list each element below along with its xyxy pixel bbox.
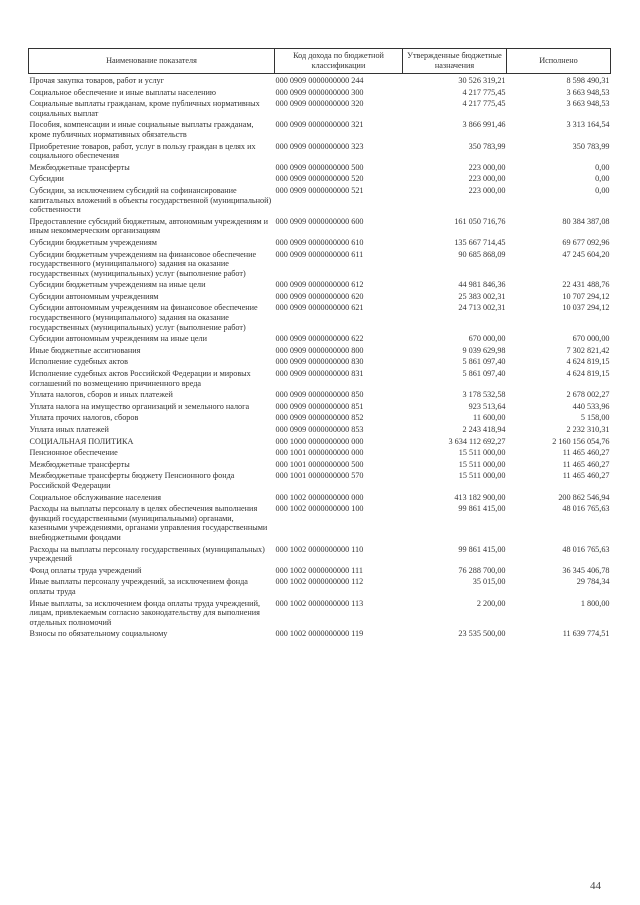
row-code: 000 1002 0000000000 113	[275, 598, 364, 608]
row-approved: 5 861 097,40	[462, 357, 506, 367]
table-row	[29, 140, 611, 161]
row-name: Субсидии, за исключением субсидий на софинансирование капитальных вложений в объекты государственной (муниципальной) собственности	[29, 185, 272, 215]
table-row	[29, 161, 611, 173]
row-approved: 25 383 002,31	[458, 291, 506, 301]
row-code: 000 0909 0000000000 321	[275, 120, 364, 130]
table-body	[29, 74, 611, 639]
row-executed: 10 037 294,12	[562, 303, 610, 313]
row-executed: 670 000,00	[572, 334, 610, 344]
row-approved: 15 511 000,00	[458, 448, 506, 458]
row-name: Субсидии бюджетным учреждениям на финансовое обеспечение государственного (муниципального) задания на оказание государственных (муниципальных) услуг (выполнение работ)	[29, 249, 257, 278]
row-executed: 2 678 002,27	[566, 390, 610, 400]
row-name: Исполнение судебных актов	[29, 357, 128, 367]
table-row	[29, 290, 611, 302]
row-executed: 0,00	[595, 162, 610, 172]
row-executed: 0,00	[595, 174, 610, 184]
row-approved: 2 243 418,94	[462, 425, 506, 434]
row-code: 000 0909 0000000000 621	[275, 303, 364, 313]
row-code: 000 0909 0000000000 244	[275, 76, 364, 85]
row-name: Субсидии бюджетным учреждениям	[29, 237, 157, 247]
row-executed: 4 624 819,15	[566, 369, 610, 379]
table-row	[29, 355, 611, 367]
table-row	[29, 435, 611, 447]
row-name: Уплата иных платежей	[29, 425, 109, 434]
row-code: 000 0909 0000000000 320	[275, 99, 364, 109]
row-code: 000 1002 0000000000 112	[275, 577, 364, 587]
row-code: 000 1002 0000000000 119	[275, 629, 364, 639]
header-code: Код дохода по бюджетной классификации	[275, 49, 403, 74]
row-executed: 2 232 310,31	[566, 425, 610, 434]
row-name: Взносы по обязательному социальному	[29, 629, 168, 639]
row-code: 000 0909 0000000000 500	[275, 162, 364, 172]
row-code: 000 0909 0000000000 520	[275, 174, 364, 184]
row-name: Социальные выплаты гражданам, кроме публичных нормативных социальных выплат	[29, 99, 260, 118]
row-name: Пенсионное обеспечение	[29, 448, 118, 458]
row-approved: 2 200,00	[476, 598, 506, 608]
row-code: 000 0909 0000000000 830	[275, 357, 364, 367]
row-executed: 7 302 821,42	[566, 345, 610, 355]
row-executed: 3 313 164,54	[566, 120, 610, 130]
row-name: Прочая закупка товаров, работ и услуг	[29, 76, 164, 85]
row-approved: 23 535 500,00	[458, 629, 506, 639]
row-code: 000 0909 0000000000 323	[275, 141, 364, 151]
row-executed: 4 624 819,15	[566, 357, 610, 367]
table-row	[29, 236, 611, 248]
row-name: Уплата налогов, сборов и иных платежей	[29, 390, 173, 400]
row-executed: 0,00	[595, 185, 610, 195]
table-row	[29, 74, 611, 86]
row-name: Приобретение товаров, работ, услуг в пользу граждан в целях их социального обеспечения	[29, 141, 256, 161]
row-approved: 99 861 415,00	[458, 504, 506, 514]
row-executed: 48 016 765,63	[562, 544, 610, 554]
row-approved: 11 600,00	[473, 413, 506, 423]
row-name: Субсидии автономным учреждениям на финансовое обеспечение государственного (муниципального) задания на оказание государственных (муниципальных) услуг (выполнение работ)	[29, 303, 258, 332]
table-row	[29, 400, 611, 412]
row-executed: 8 598 490,31	[566, 76, 610, 85]
row-approved: 4 217 775,45	[462, 99, 506, 109]
table-row	[29, 411, 611, 423]
row-code: 000 0909 0000000000 852	[275, 413, 364, 423]
row-name: Межбюджетные трансферты	[29, 459, 130, 469]
table-row	[29, 248, 611, 279]
row-approved: 5 861 097,40	[462, 369, 506, 379]
table-row	[29, 423, 611, 435]
table-row	[29, 367, 611, 388]
row-code: 000 1001 0000000000 570	[275, 471, 364, 481]
table-row	[29, 215, 611, 236]
row-code: 000 0909 0000000000 611	[275, 249, 364, 259]
table-row	[29, 278, 611, 290]
row-name: Субсидии бюджетным учреждениям на иные цели	[29, 280, 206, 290]
table-row	[29, 469, 611, 490]
page-number: 44	[590, 880, 601, 892]
table-row	[29, 184, 611, 215]
row-code: 000 0909 0000000000 853	[275, 425, 364, 434]
row-executed: 22 431 488,76	[562, 280, 610, 290]
row-name: СОЦИАЛЬНАЯ ПОЛИТИКА	[29, 436, 134, 446]
row-executed: 3 663 948,53	[566, 99, 610, 109]
table-row	[29, 301, 611, 332]
row-executed: 69 677 092,96	[562, 237, 610, 247]
table-row	[29, 597, 611, 628]
row-code: 000 1001 0000000000 000	[275, 448, 364, 458]
row-name: Иные бюджетные ассигнования	[29, 345, 141, 355]
row-executed: 440 533,96	[572, 401, 610, 411]
row-executed: 1 800,00	[580, 598, 610, 608]
table-row	[29, 388, 611, 400]
row-approved: 413 182 900,00	[454, 492, 506, 502]
table-row	[29, 332, 611, 344]
row-name: Расходы на выплаты персоналу в целях обеспечения выполнения функций государственными (муниципальными) органами, казенными учреждениями, органами управления государственными внебюджетными фондами	[29, 504, 268, 542]
row-name: Фонд оплаты труда учреждений	[29, 565, 142, 575]
row-approved: 44 981 846,36	[458, 280, 506, 290]
table-row	[29, 344, 611, 356]
table-row	[29, 575, 611, 596]
row-approved: 161 050 716,76	[454, 216, 506, 226]
row-executed: 350 783,99	[572, 141, 610, 151]
table-row	[29, 564, 611, 576]
row-executed: 11 465 460,27	[562, 459, 610, 469]
row-approved: 99 861 415,00	[458, 544, 506, 554]
row-name: Предоставление субсидий бюджетным, автономным учреждениям и иным некоммерческим организациям	[29, 216, 268, 236]
row-code: 000 0909 0000000000 620	[275, 291, 364, 301]
table-row	[29, 97, 611, 118]
row-name: Уплата налога на имущество организаций и земельного налога	[29, 401, 250, 411]
row-approved: 223 000,00	[468, 162, 506, 172]
row-approved: 30 526 319,21	[458, 76, 506, 85]
row-approved: 24 713 002,31	[458, 303, 506, 313]
row-code: 000 0909 0000000000 600	[275, 216, 364, 226]
row-approved: 15 511 000,00	[458, 459, 506, 469]
header-name: Наименование показателя	[29, 49, 275, 74]
row-code: 000 1002 0000000000 000	[275, 492, 364, 502]
row-executed: 3 663 948,53	[566, 87, 610, 97]
row-approved: 90 685 868,09	[458, 249, 506, 259]
header-executed: Исполнено	[507, 49, 611, 74]
row-executed: 80 384 387,08	[562, 216, 610, 226]
row-code: 000 0909 0000000000 800	[275, 345, 364, 355]
table-header	[29, 49, 611, 74]
table-row	[29, 86, 611, 98]
row-name: Пособия, компенсации и иные социальные выплаты гражданам, кроме публичных нормативных обязательств	[29, 120, 254, 139]
row-name: Иные выплаты, за исключением фонда оплаты труда учреждений, лицам, привлекаемым согласно законодательству для выполнения отдельных полномочий	[29, 598, 260, 627]
row-executed: 47 245 604,20	[562, 249, 610, 259]
row-code: 000 0909 0000000000 622	[275, 334, 364, 344]
row-name: Социальное обслуживание населения	[29, 492, 162, 502]
row-approved: 350 783,99	[468, 141, 506, 151]
row-code: 000 1000 0000000000 000	[275, 436, 364, 446]
row-name: Субсидии автономным учреждениям на иные цели	[29, 334, 208, 344]
table-row	[29, 446, 611, 458]
row-approved: 76 288 700,00	[458, 565, 506, 575]
row-executed: 48 016 765,63	[562, 504, 610, 514]
row-approved: 3 866 991,46	[462, 120, 506, 130]
row-approved: 3 634 112 692,27	[448, 436, 506, 446]
row-approved: 4 217 775,45	[462, 87, 506, 97]
row-executed: 11 639 774,51	[562, 629, 610, 639]
row-name: Субсидии	[29, 174, 64, 184]
row-approved: 135 667 714,45	[454, 237, 506, 247]
row-code: 000 0909 0000000000 850	[275, 390, 364, 400]
row-name: Социальное обеспечение и иные выплаты населению	[29, 87, 216, 97]
row-code: 000 0909 0000000000 300	[275, 87, 364, 97]
table-row	[29, 491, 611, 503]
row-executed: 5 158,00	[580, 413, 610, 423]
table-row	[29, 458, 611, 470]
row-approved: 35 015,00	[472, 577, 506, 587]
row-code: 000 1001 0000000000 500	[275, 459, 364, 469]
row-approved: 923 513,64	[468, 401, 506, 411]
row-approved: 223 000,00	[468, 174, 506, 184]
table-row	[29, 543, 611, 564]
row-code: 000 0909 0000000000 521	[275, 185, 364, 195]
table-row	[29, 172, 611, 184]
row-name: Исполнение судебных актов Российской Федерации и мировых соглашений по возмещению причиненного вреда	[29, 369, 251, 388]
row-executed: 11 465 460,27	[562, 448, 610, 458]
row-name: Межбюджетные трансферты	[29, 162, 130, 172]
table-row	[29, 627, 611, 639]
row-executed: 36 345 406,78	[562, 565, 610, 575]
row-code: 000 0909 0000000000 831	[275, 369, 364, 379]
row-name: Уплата прочих налогов, сборов	[29, 413, 139, 423]
row-approved: 15 511 000,00	[458, 471, 506, 481]
row-code: 000 1002 0000000000 100	[275, 504, 364, 514]
table-row	[29, 502, 611, 542]
row-code: 000 0909 0000000000 610	[275, 237, 364, 247]
row-name: Субсидии автономным учреждениям	[29, 291, 159, 301]
row-executed: 29 784,34	[576, 577, 610, 587]
row-approved: 670 000,00	[468, 334, 506, 344]
row-approved: 223 000,00	[468, 185, 506, 195]
budget-execution-table	[28, 48, 611, 639]
row-code: 000 1002 0000000000 111	[275, 565, 363, 575]
row-name: Расходы на выплаты персоналу государственных (муниципальных) учреждений	[29, 544, 265, 564]
row-name: Иные выплаты персоналу учреждений, за исключением фонда оплаты труда	[29, 577, 248, 596]
row-executed: 2 160 156 054,76	[552, 436, 610, 446]
row-name: Межбюджетные трансферты бюджету Пенсионного фонда Российской Федерации	[29, 471, 235, 490]
row-code: 000 0909 0000000000 851	[275, 401, 364, 411]
header-approved: Утвержденные бюджетные назначения	[403, 49, 507, 74]
row-code: 000 0909 0000000000 612	[275, 280, 364, 290]
row-approved: 3 178 532,58	[462, 390, 506, 400]
row-executed: 200 862 546,94	[558, 492, 610, 502]
row-executed: 11 465 460,27	[562, 471, 610, 481]
row-approved: 9 039 629,98	[462, 345, 506, 355]
row-code: 000 1002 0000000000 110	[275, 544, 364, 554]
row-executed: 10 707 294,12	[562, 291, 610, 301]
table-row	[29, 118, 611, 139]
